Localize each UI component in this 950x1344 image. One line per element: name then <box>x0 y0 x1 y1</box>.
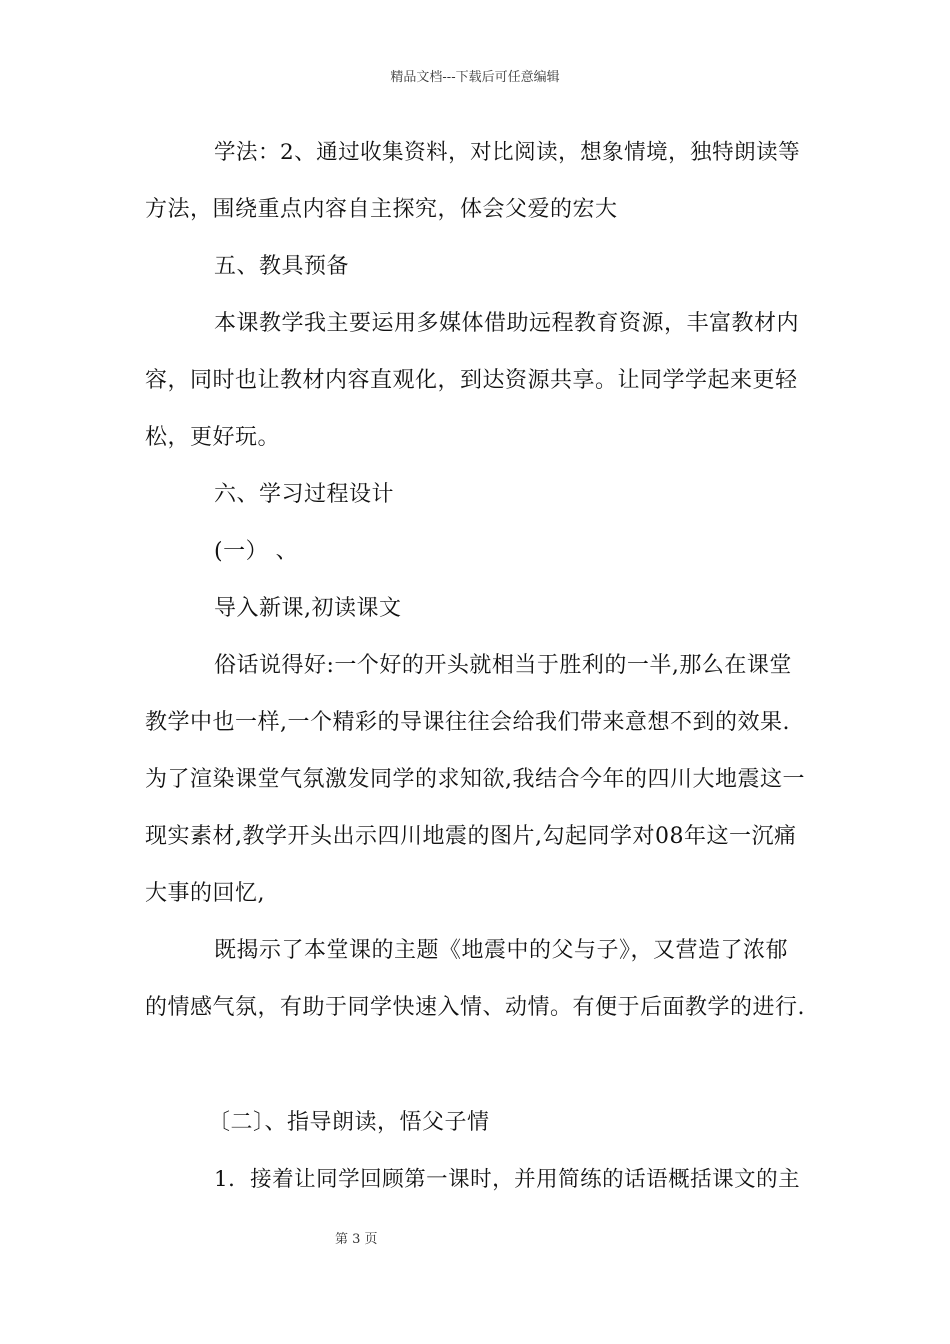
page-header: 精品文档---下载后可任意编辑 <box>390 70 560 85</box>
text-line-16: 的情感气氛，有助于同学快速入情、动情。有便于后面教学的进行. <box>145 995 805 1020</box>
text-line-12: 为了渲染课堂气氛激发同学的求知欲,我结合今年的四川大地震这一 <box>145 767 805 792</box>
text-line-11: 教学中也一样,一个精彩的导课往往会给我们带来意想不到的效果. <box>145 710 790 735</box>
text-line-15: 既揭示了本堂课的主题《地震中的父与子》，又营造了浓郁 <box>214 938 789 963</box>
subsection-title-1: 导入新课,初读课文 <box>214 596 402 621</box>
text-line-6: 松，更好玩。 <box>145 425 281 450</box>
text-line-18: 1．接着让同学回顾第一课时，并用简练的话语概括课文的主 <box>214 1167 801 1192</box>
text-line-5: 容，同时也让教材内容直观化，到达资源共享。让同学学起来更轻 <box>145 368 798 393</box>
text-line-14: 大事的回忆, <box>145 881 265 906</box>
section-heading-5: 五、教具预备 <box>214 254 350 279</box>
text-line-13: 现实素材,教学开头出示四川地震的图片,勾起同学对08年这一沉痛 <box>145 824 797 849</box>
text-line-4: 本课教学我主要运用多媒体借助远程教育资源，丰富教材内 <box>214 311 800 336</box>
text-line-2: 方法，围绕重点内容自主探究，体会父爱的宏大 <box>145 197 618 222</box>
page-footer: 第 3 页 <box>335 1232 378 1247</box>
section-heading-6: 六、学习过程设计 <box>214 482 395 507</box>
text-line-1: 学法：2、通过收集资料，对比阅读，想象情境，独特朗读等 <box>214 140 801 165</box>
text-line-10: 俗话说得好:一个好的开头就相当于胜利的一半,那么在课堂 <box>214 653 792 678</box>
subsection-marker-1: (一） 、 <box>214 539 299 564</box>
subsection-title-2: 〔二〕、指导朗读，悟父子情 <box>208 1110 490 1135</box>
